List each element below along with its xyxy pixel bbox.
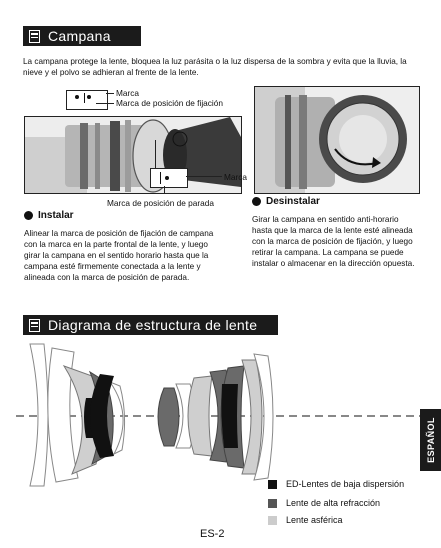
legend-item — [268, 515, 343, 525]
callout-mark-2: Marca — [224, 172, 248, 182]
callout-mount-mark: Marca de posición de fijación — [116, 98, 223, 108]
section-title: Diagrama de estructura de lente — [48, 317, 258, 333]
language-tab — [420, 409, 441, 471]
intro-paragraph: La campana protege la lente, bloquea la luz parásita o la luz dispersa de la sombra y evita que la lluvia, la nieve y el polvo se adhieran al frente de la lente. — [23, 57, 407, 77]
uninstall-title: Desinstalar — [266, 196, 320, 207]
legend-label: Lente asférica — [286, 515, 343, 525]
language-label: ESPAÑOL — [425, 417, 436, 463]
section-title: Campana — [48, 28, 111, 44]
manual-icon — [29, 319, 40, 332]
mark-detail-box — [66, 90, 108, 110]
leader-line — [96, 103, 114, 104]
callout-mark: Marca — [116, 88, 140, 98]
section-header-structure — [23, 315, 278, 335]
leader-line — [164, 186, 165, 194]
legend-swatch — [268, 480, 277, 489]
page-number: ES-2 — [200, 528, 225, 540]
lens-element — [188, 376, 212, 456]
leader-line — [106, 93, 114, 94]
lens-structure-diagram — [16, 338, 420, 488]
lens-hood-illustration — [25, 117, 241, 193]
leader-line — [186, 176, 222, 177]
install-photo — [24, 116, 242, 194]
callout-stop-mark: Marca de posición de parada — [107, 198, 215, 208]
leader-line — [155, 140, 156, 170]
mark-dot-icon — [75, 95, 79, 99]
lens-element — [221, 384, 238, 448]
bullet-icon — [24, 211, 33, 220]
legend-label: Lente de alta refracción — [286, 498, 381, 508]
stop-detail-box — [150, 168, 188, 188]
legend-label: ED-Lentes de baja dispersión — [286, 479, 405, 489]
bullet-icon — [252, 197, 261, 206]
mark-dot-icon — [165, 176, 169, 180]
mark-line-icon — [84, 93, 85, 103]
lens-element — [242, 360, 262, 474]
legend-swatch — [268, 499, 277, 508]
lens-element — [48, 348, 78, 482]
section-header-hood — [23, 26, 141, 46]
mark-dot-icon — [87, 95, 91, 99]
stop-line-icon — [160, 172, 161, 184]
manual-icon — [29, 30, 40, 43]
install-title: Instalar — [38, 210, 74, 221]
lens-hood-remove-illustration — [255, 87, 419, 193]
install-text: Alinear la marca de posición de fijación de campana con la marca en la parte frontal de la lente, y luego girar la campana en el sentido horario hasta que la campana esté firmemente conectada a la lente y alineada con la marca de posición de parada. — [24, 229, 214, 282]
lens-element — [158, 388, 179, 446]
uninstall-heading — [252, 196, 320, 207]
legend-swatch — [268, 516, 277, 525]
install-heading — [24, 210, 74, 221]
legend-item — [268, 498, 380, 508]
lens-element — [30, 344, 48, 486]
legend-item — [268, 479, 404, 489]
uninstall-text: Girar la campana en sentido anti-horario hasta que la marca de la lente esté alineada con la marca de posición de fijación, y luego retirar la campana. La campana se puede instalar o almacenar en la dirección opuesta. — [252, 215, 415, 268]
uninstall-photo — [254, 86, 420, 194]
